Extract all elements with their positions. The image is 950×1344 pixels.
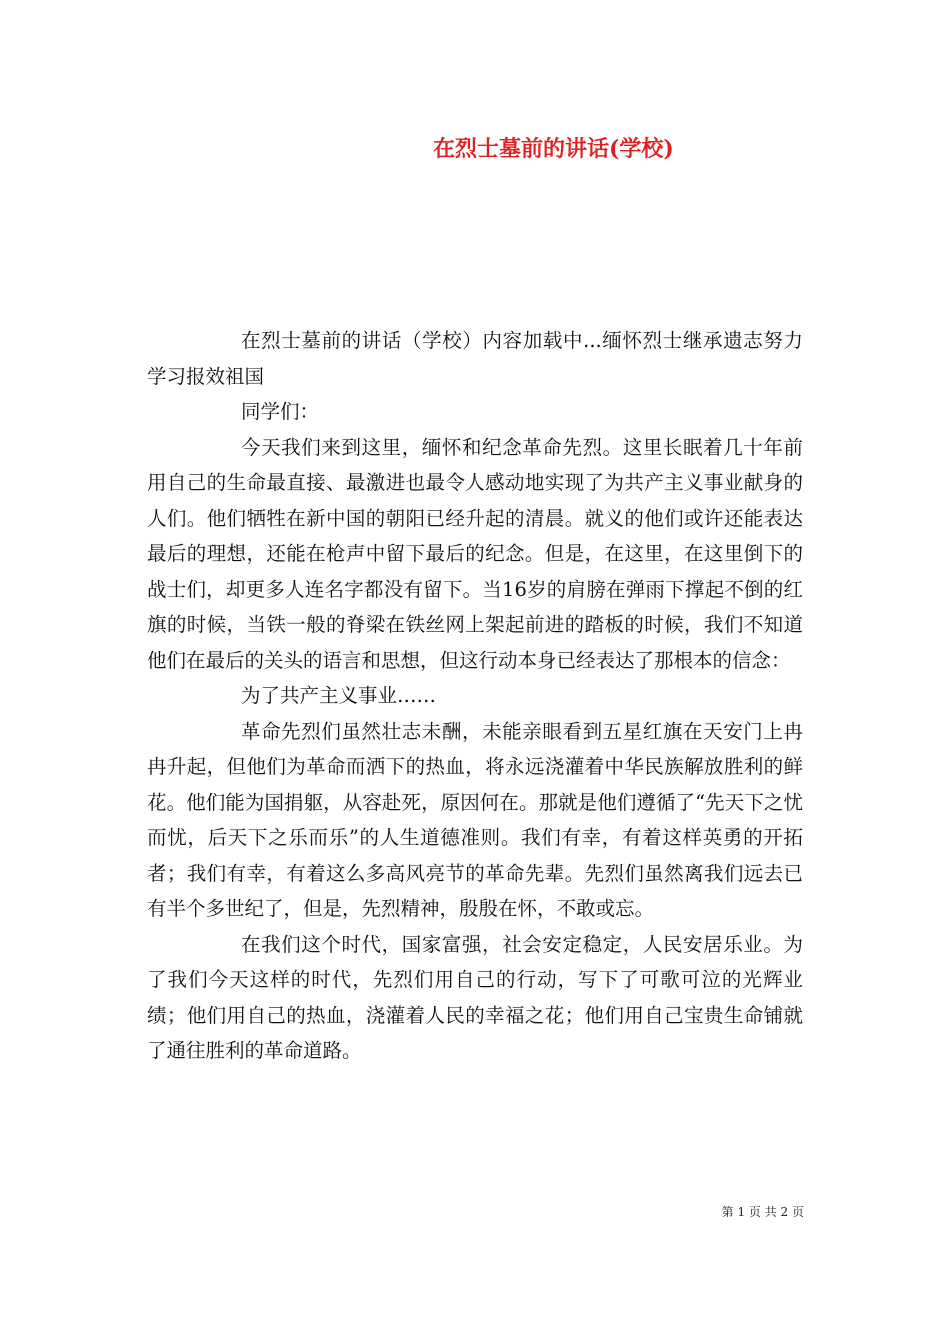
body-paragraph: 革命先烈们虽然壮志未酬，未能亲眼看到五星红旗在天安门上冉冉升起，但他们为革命而洒下的热血，将永远浇灌着中华民族解放胜利的鲜花。他们能为国捐躯，从容赴死，原因何在。那就是他们遵循了“先天下之忧而忧，后天下之乐而乐”的人生道德准则。我们有幸，有着这样英勇的开拓者；我们有幸，有着这么多高风亮节的革命先辈。先烈们虽然离我们远去已有半个多世纪了，但是，先烈精神，殷殷在怀，不敢或忘。 (147, 719, 803, 920)
body-paragraph: 在我们这个时代，国家富强，社会安定稳定，人民安居乐业。为了我们今天这样的时代，先烈们用自己的行动，写下了可歌可泣的光辉业绩；他们用自己的热血，浇灌着人民的幸福之花；他们用自己宝贵生命铺就了通往胜利的革命道路。 (147, 932, 803, 1062)
document-body (147, 323, 803, 1069)
body-paragraph: 为了共产主义事业…… (241, 684, 437, 707)
salutation: 同学们： (241, 400, 320, 423)
body-paragraph: 今天我们来到这里，缅怀和纪念革命先烈。这里长眠着几十年前用自己的生命最直接、最激进也最令人感动地实现了为共产主义事业献身的人们。他们牺牲在新中国的朝阳已经升起的清晨。就义的他们或许还能表达最后的理想，还能在枪声中留下最后的纪念。但是，在这里，在这里倒下的战士们，却更多人连名字都没有留下。当16岁的肩膀在弹雨下撑起不倒的红旗的时候，当铁一般的脊梁在铁丝网上架起前进的踏板的时候，我们不知道他们在最后的关头的语言和思想，但这行动本身已经表达了那根本的信念： (147, 435, 803, 672)
document-title: 在烈士墓前的讲话(学校) (433, 136, 674, 162)
intro-paragraph: 在烈士墓前的讲话（学校）内容加载中...缅怀烈士继承遗志努力学习报效祖国 (147, 329, 803, 388)
page-number: 第 1 页 共 2 页 (721, 1205, 804, 1219)
